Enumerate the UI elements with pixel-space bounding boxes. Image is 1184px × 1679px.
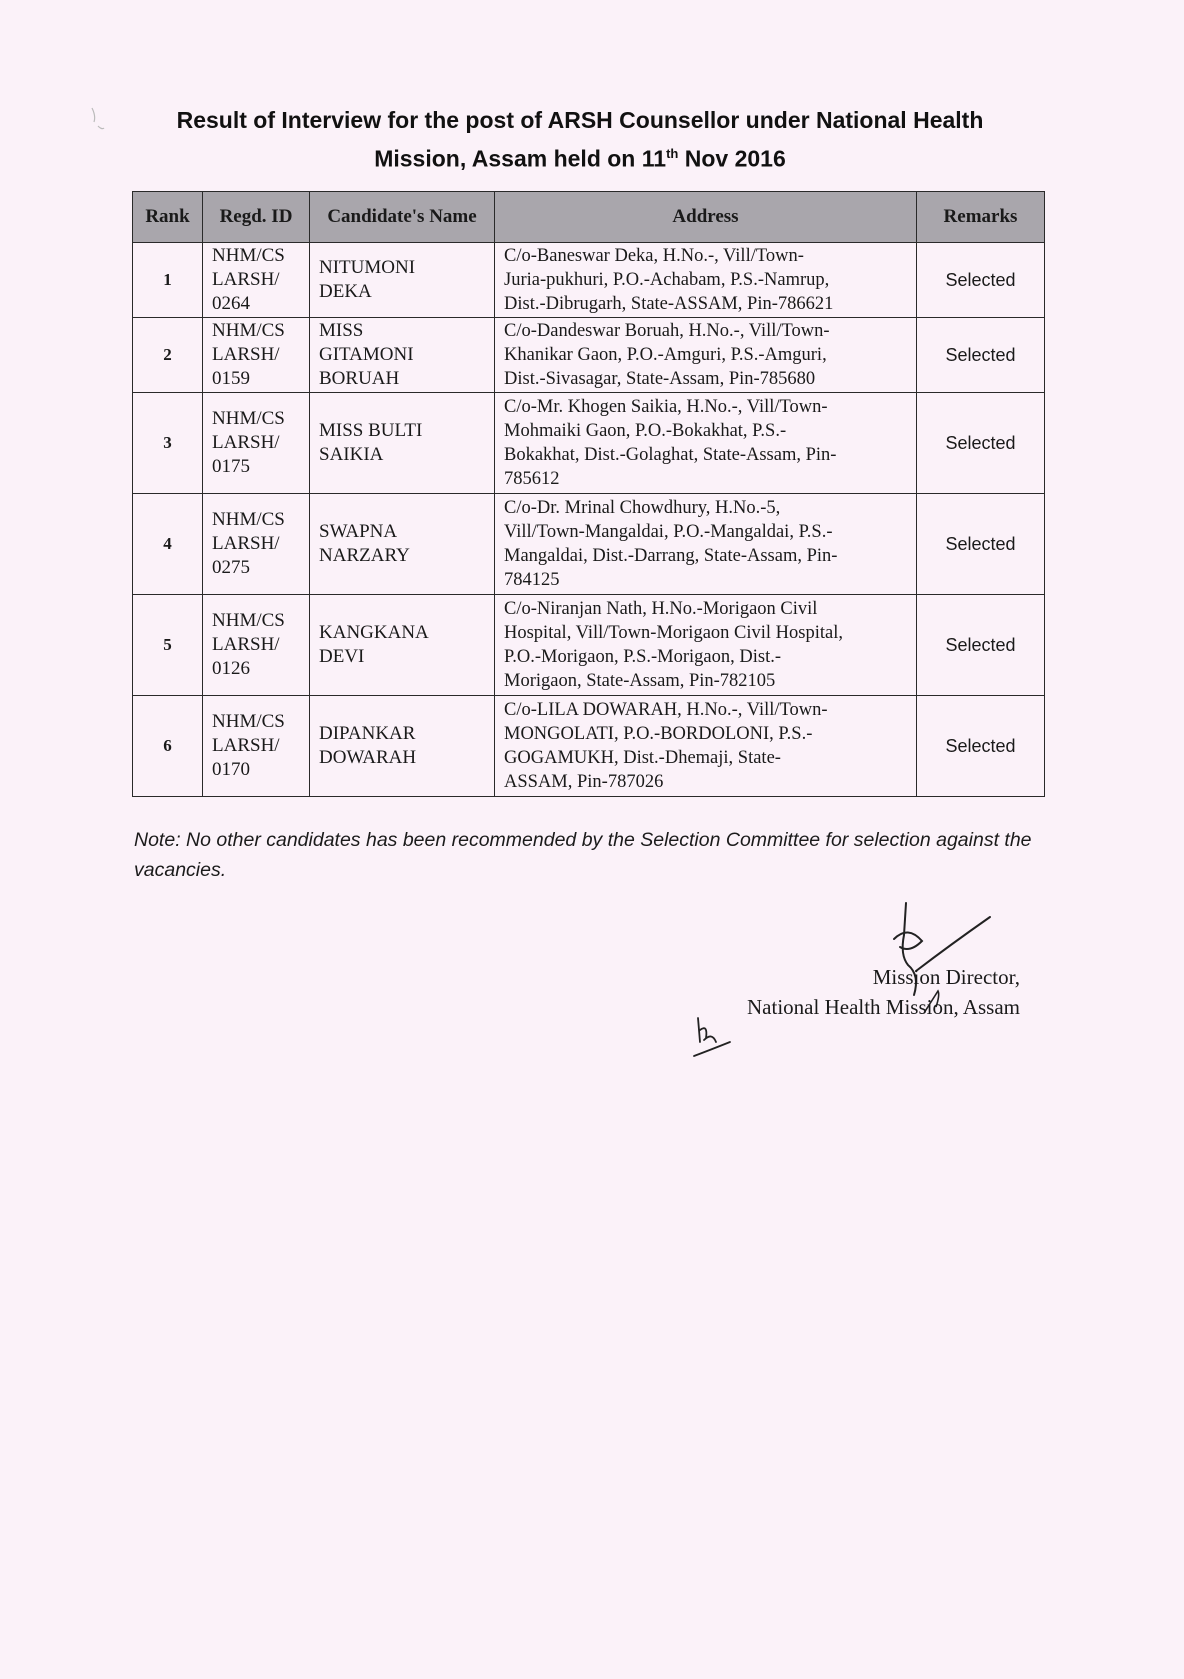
cell-rank: 3 — [133, 393, 203, 494]
cell-regd-id-line: 0275 — [212, 557, 250, 578]
cell-candidate-name-line: MISS — [319, 320, 364, 341]
table-row — [133, 243, 1045, 318]
cell-candidate-name — [310, 595, 495, 696]
cell-regd-id — [203, 243, 310, 318]
cell-address — [495, 393, 917, 494]
results-table — [132, 191, 1045, 797]
cell-remarks: Selected — [917, 595, 1045, 696]
cell-regd-id-line: NHM/CS — [212, 610, 285, 631]
cell-address-line: C/o-LILA DOWARAH, H.No.-, Vill/Town- — [504, 700, 828, 720]
cell-address — [495, 318, 917, 393]
cell-regd-id — [203, 595, 310, 696]
cell-regd-id-line: LARSH/ — [212, 735, 280, 756]
cell-address-line: P.O.-Morigaon, P.S.-Morigaon, Dist.- — [504, 647, 781, 667]
cell-candidate-name-line: DEKA — [319, 281, 372, 302]
cell-address-line: 784125 — [504, 570, 560, 590]
cell-rank: 4 — [133, 494, 203, 595]
header-rank: Rank — [133, 192, 203, 243]
cell-candidate-name — [310, 696, 495, 797]
cell-candidate-name-line: SWAPNA — [319, 521, 398, 542]
table-row — [133, 494, 1045, 595]
cell-candidate-name-line: BORUAH — [319, 368, 400, 389]
cell-address — [495, 696, 917, 797]
table-row — [133, 696, 1045, 797]
cell-regd-id — [203, 494, 310, 595]
table-row — [133, 318, 1045, 393]
cell-candidate-name-line: DOWARAH — [319, 747, 417, 768]
document-title — [140, 104, 1020, 176]
cell-address-line: Morigaon, State-Assam, Pin-782105 — [504, 671, 776, 691]
cell-candidate-name — [310, 393, 495, 494]
cell-candidate-name — [310, 318, 495, 393]
cell-address-line: C/o-Dr. Mrinal Chowdhury, H.No.-5, — [504, 498, 781, 518]
cell-regd-id-line: LARSH/ — [212, 269, 280, 290]
cell-remarks: Selected — [917, 696, 1045, 797]
cell-regd-id-line: NHM/CS — [212, 711, 285, 732]
header-address: Address — [495, 192, 917, 243]
signatory-designation: Mission Director, — [872, 965, 1020, 989]
cell-regd-id-line: LARSH/ — [212, 432, 280, 453]
cell-regd-id-line: 0175 — [212, 456, 250, 477]
cell-regd-id-line: NHM/CS — [212, 320, 285, 341]
cell-regd-id-line: 0126 — [212, 658, 250, 679]
cell-regd-id-line: NHM/CS — [212, 245, 285, 266]
cell-address-line: Vill/Town-Mangaldai, P.O.-Mangaldai, P.S.- — [504, 522, 833, 542]
cell-address — [495, 595, 917, 696]
table-row — [133, 393, 1045, 494]
cell-candidate-name-line: DIPANKAR — [319, 723, 416, 744]
header-regd-id: Regd. ID — [203, 192, 310, 243]
cell-address-line: 785612 — [504, 469, 560, 489]
cell-regd-id-line: LARSH/ — [212, 533, 280, 554]
cell-regd-id-line: NHM/CS — [212, 509, 285, 530]
cell-address-line: Mohmaiki Gaon, P.O.-Bokakhat, P.S.- — [504, 421, 787, 441]
cell-address-line: Khanikar Gaon, P.O.-Amguri, P.S.-Amguri, — [504, 345, 827, 365]
note-text: Note: No other candidates has been recommended by the Selection Committee for selection against the vacancies. — [134, 829, 1032, 881]
cell-address-line: ASSAM, Pin-787026 — [504, 772, 664, 792]
cell-regd-id — [203, 696, 310, 797]
cell-candidate-name-line: GITAMONI — [319, 344, 414, 365]
signatory-organization: National Health Mission, Assam — [747, 995, 1020, 1019]
header-candidate-name: Candidate's Name — [310, 192, 495, 243]
cell-address — [495, 494, 917, 595]
cell-address-line: Mangaldai, Dist.-Darrang, State-Assam, Pin- — [504, 546, 838, 566]
cell-address-line: Dist.-Sivasagar, State-Assam, Pin-785680 — [504, 369, 816, 389]
cell-remarks: Selected — [917, 393, 1045, 494]
cell-candidate-name — [310, 243, 495, 318]
cell-rank: 6 — [133, 696, 203, 797]
cell-regd-id-line: NHM/CS — [212, 408, 285, 429]
cell-remarks: Selected — [917, 243, 1045, 318]
cell-regd-id-line: LARSH/ — [212, 634, 280, 655]
cell-regd-id-line: 0159 — [212, 368, 250, 389]
cell-regd-id — [203, 318, 310, 393]
cell-address-line: Dist.-Dibrugarh, State-ASSAM, Pin-786621 — [504, 294, 834, 314]
cell-address-line: C/o-Mr. Khogen Saikia, H.No.-, Vill/Town- — [504, 397, 828, 417]
cell-candidate-name-line: KANGKANA — [319, 622, 429, 643]
cell-remarks: Selected — [917, 494, 1045, 595]
cell-address — [495, 243, 917, 318]
title-line-1: Result of Interview for the post of ARSH Counsellor under National Health — [176, 107, 984, 133]
cell-regd-id — [203, 393, 310, 494]
cell-candidate-name-line: SAIKIA — [319, 444, 384, 465]
header-remarks: Remarks — [917, 192, 1045, 243]
cell-candidate-name — [310, 494, 495, 595]
cell-regd-id-line: 0264 — [212, 293, 250, 314]
cell-address-line: MONGOLATI, P.O.-BORDOLONI, P.S.- — [504, 724, 813, 744]
cell-candidate-name-line: MISS BULTI — [319, 420, 423, 441]
cell-address-line: C/o-Dandeswar Boruah, H.No.-, Vill/Town- — [504, 321, 830, 341]
title-line-2: Mission, Assam held on 11th Nov 2016 — [374, 145, 786, 172]
cell-address-line: Bokakhat, Dist.-Golaghat, State-Assam, Pin- — [504, 445, 837, 465]
cell-rank: 1 — [133, 243, 203, 318]
cell-candidate-name-line: NITUMONI — [319, 257, 416, 278]
initials-icon — [690, 1012, 740, 1062]
cell-rank: 2 — [133, 318, 203, 393]
table-body — [133, 243, 1045, 797]
cell-regd-id-line: 0170 — [212, 759, 250, 780]
table-header-row — [133, 192, 1045, 243]
cell-candidate-name-line: NARZARY — [319, 545, 410, 566]
cell-address-line: C/o-Niranjan Nath, H.No.-Morigaon Civil — [504, 599, 818, 619]
cell-address-line: C/o-Baneswar Deka, H.No.-, Vill/Town- — [504, 246, 804, 266]
cell-address-line: Hospital, Vill/Town-Morigaon Civil Hospital, — [504, 623, 843, 643]
cell-regd-id-line: LARSH/ — [212, 344, 280, 365]
table-row — [133, 595, 1045, 696]
cell-address-line: Juria-pukhuri, P.O.-Achabam, P.S.-Namrup, — [504, 270, 830, 290]
cell-address-line: GOGAMUKH, Dist.-Dhemaji, State- — [504, 748, 781, 768]
cell-remarks: Selected — [917, 318, 1045, 393]
margin-mark-icon — [88, 106, 108, 136]
cell-rank: 5 — [133, 595, 203, 696]
cell-candidate-name-line: DEVI — [319, 646, 365, 667]
